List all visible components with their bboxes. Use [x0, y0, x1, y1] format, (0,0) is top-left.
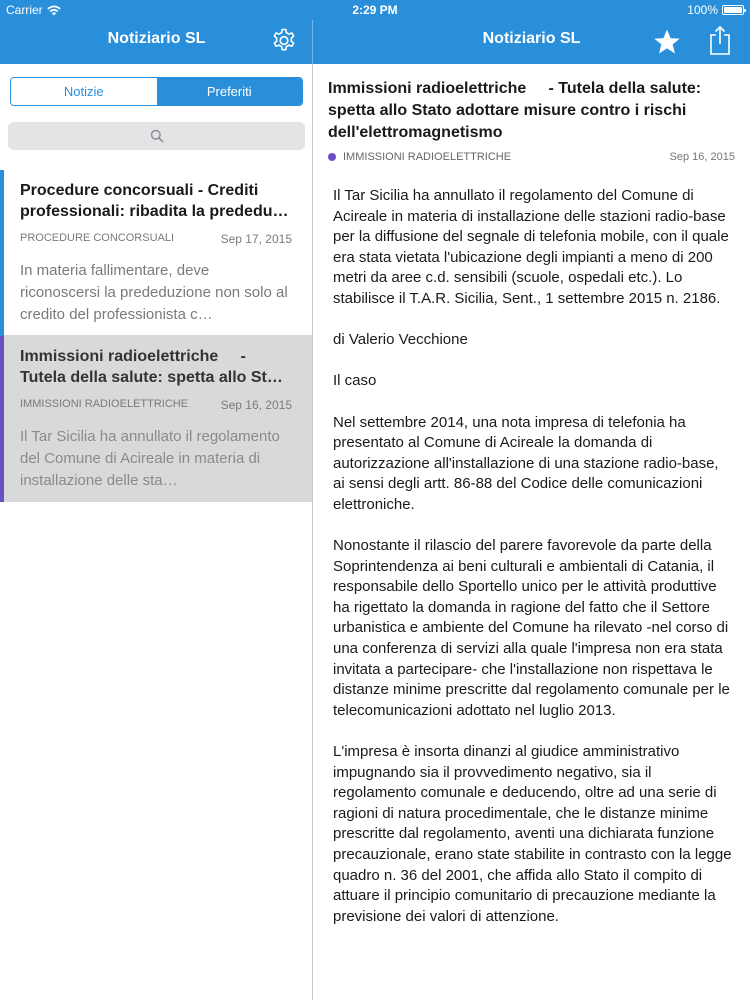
detail-pane [313, 64, 750, 1000]
battery-percent: 100% [687, 3, 718, 17]
article-author: di Valerio Vecchione [333, 331, 468, 349]
news-excerpt: Il Tar Sicilia ha annullato il regolamento del Comune di Acireale in materia di installazione delle sta… [20, 428, 280, 489]
share-button[interactable] [707, 24, 733, 56]
battery-fill [724, 7, 742, 13]
battery-icon [722, 5, 744, 15]
search-icon [150, 129, 164, 143]
clock: 2:29 PM [352, 3, 398, 17]
battery-indicator [687, 3, 744, 17]
top-bar [0, 0, 750, 64]
carrier-label: Carrier [6, 3, 43, 17]
article-date: Sep 16, 2015 [669, 151, 735, 163]
search-bar[interactable] [8, 122, 305, 150]
news-category: IMMISSIONI RADIOELETTRICHE [20, 398, 189, 410]
news-meta [20, 398, 292, 412]
news-category: PROCEDURE CONCORSUALI [20, 232, 175, 244]
gear-icon [270, 27, 298, 55]
category-color-bar [0, 336, 4, 502]
category-color-bar [0, 170, 4, 336]
list-item[interactable] [0, 336, 312, 502]
category-dot [328, 153, 336, 161]
settings-button[interactable] [270, 27, 298, 55]
news-excerpt: In materia fallimentare, deve riconoscersi la prededuzione non solo al credito del professionista c… [20, 262, 288, 323]
segmented-control [10, 77, 303, 106]
article-body [333, 186, 733, 948]
tab-notizie[interactable]: Notizie [11, 78, 157, 105]
article-meta [328, 151, 735, 163]
article-section-heading: Il caso [333, 372, 377, 390]
master-nav-title: Notiziario SL [107, 30, 206, 47]
tab-preferiti[interactable]: Preferiti [157, 78, 303, 105]
article-title: Immissioni radioelettriche - Tutela della salute: spetta allo Stato adottare misure contro i rischi dell'elettromagnetismo [328, 80, 706, 141]
article-paragraph: Nonostante il rilascio del parere favorevole da parte della Soprintendenza ai beni culturali e ambientali di Catania, il responsabile dello Sportello unico per le attività produttive ha rigettato la domanda in ragione del fatto che il Settore urbanistica e ambiente del Comune ha rilevato -nel corso di una conferenza di servizi alla quale l'impresa non era stata invitata a partecipare- che l'installazione non rispettava le distanze minime prescritte dal regolamento comunale per le telecomunicazioni adottato nel luglio 2013. [333, 537, 730, 719]
detail-nav-title: Notiziario SL [482, 30, 581, 47]
news-date: Sep 17, 2015 [220, 232, 292, 246]
status-bar [0, 0, 750, 20]
news-title: Procedure concorsuali - Crediti professionali: ribadita la prededu… [20, 182, 289, 220]
article-category: IMMISSIONI RADIOELETTRICHE [343, 151, 512, 163]
list-item[interactable] [0, 170, 312, 336]
article-paragraph: Nel settembre 2014, una nota impresa di telefonia ha presentato al Comune di Acireale la domanda di autorizzazione all'installazione di una stazione radio-base, ai sensi degli artt. 86-88 del Codice delle comunicazioni elettroniche. [333, 413, 719, 513]
news-title: Immissioni radioelettriche - Tutela della salute: spetta allo St… [20, 348, 283, 386]
star-icon [652, 27, 682, 57]
master-pane [0, 64, 313, 1000]
news-meta [20, 232, 292, 246]
article-paragraph: Il Tar Sicilia ha annullato il regolamento del Comune di Acireale in materia di installazione delle stazioni radio-base per la diffusione del segnale di telefonia mobile, con il quale era stata vietata l'ubicazione degli impianti a meno di 200 metri da aree c.d. sensibili (scuole, ospedali etc.). Lo stabilisce il T.A.R. Sicilia, Sent., 1 settembre 2015 n. 2186. [333, 187, 729, 307]
news-date: Sep 16, 2015 [220, 398, 292, 412]
share-icon [707, 24, 733, 56]
news-list [0, 170, 312, 502]
favorite-button[interactable] [652, 27, 682, 57]
article-paragraph: L'impresa è insorta dinanzi al giudice amministrativo impugnando sia il provvedimento negativo, sia il regolamento comunale e deducendo, oltre ad una serie di ragioni di natura procedimentale, che le distanze minime prescritte dal regolamento, aventi una dichiarata funzione precauzionale, erano state stabilite in contrasto con la legge quadro n. 36 del 2001, che affida allo Stato il compito di attuare il principio comunitario di precauzione mediante la previsione dei valori di attenzione. [333, 743, 732, 925]
